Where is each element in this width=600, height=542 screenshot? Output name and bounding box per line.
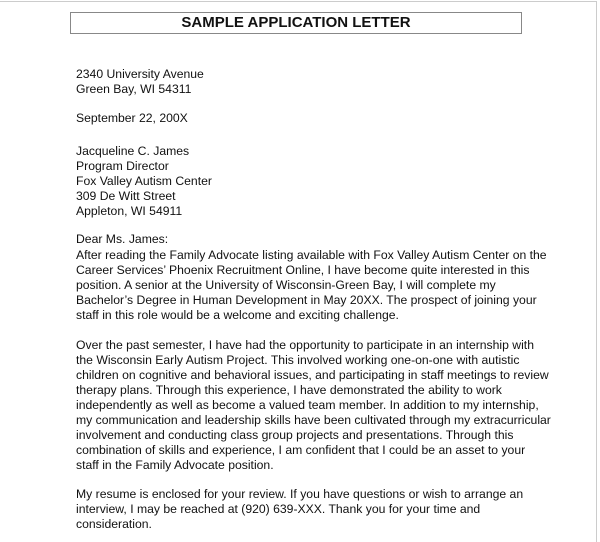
- paragraph-line: my communication and leadership skills have been cultivated through my extracurricular: [76, 413, 551, 427]
- recipient-address: [76, 144, 212, 219]
- paragraph-line: children on cognitive and behavioral issues, and participating in staff meetings to review: [76, 368, 549, 382]
- paragraph-line: therapy plans. Through this experience, I have demonstrated the ability to work: [76, 383, 502, 397]
- paragraph-1: [76, 248, 547, 323]
- sender-address: [76, 67, 204, 97]
- paragraph-line: After reading the Family Advocate listing available with Fox Valley Autism Center on the: [76, 248, 547, 262]
- paragraph-line: the Wisconsin Early Autism Project. This involved working one-on-one with autistic: [76, 353, 520, 367]
- paragraph-line: Over the past semester, I have had the opportunity to participate in an internship with: [76, 338, 534, 352]
- salutation: [76, 232, 168, 247]
- salutation-text: Dear Ms. James:: [76, 232, 169, 246]
- recipient-line: 309 De Witt Street: [76, 189, 176, 203]
- recipient-line: Jacqueline C. James: [76, 144, 190, 158]
- paragraph-line: consideration.: [76, 517, 152, 531]
- paragraph-line: Career Services’ Phoenix Recruitment Online, I have become quite interested in this: [76, 263, 530, 277]
- paragraph-line: involvement and conducting class group projects and presentations. Through this: [76, 428, 514, 442]
- letter-title: SAMPLE APPLICATION LETTER: [70, 12, 522, 34]
- paragraph-line: combination of skills and experience, I am confident that I could be an asset to your: [76, 443, 526, 457]
- address-line: 2340 University Avenue: [76, 67, 204, 81]
- letter-date: [76, 111, 188, 126]
- paragraph-line: interview, I may be reached at (920) 639-XXX. Thank you for your time and: [76, 502, 481, 516]
- paragraph-line: My resume is enclosed for your review. If you have questions or wish to arrange an: [76, 487, 524, 501]
- recipient-line: Fox Valley Autism Center: [76, 174, 212, 188]
- paragraph-3: [76, 487, 523, 532]
- recipient-line: Appleton, WI 54911: [76, 204, 183, 218]
- paragraph-line: Bachelor’s Degree in Human Development in May 20XX. The prospect of joining your: [76, 293, 537, 307]
- address-line: Green Bay, WI 54311: [76, 82, 192, 96]
- paragraph-line: position. A senior at the University of Wisconsin-Green Bay, I will complete my: [76, 278, 496, 292]
- paragraph-line: staff in the Family Advocate position.: [76, 458, 274, 472]
- paragraph-line: staff in this role would be a welcome and exciting challenge.: [76, 308, 399, 322]
- paragraph-2: [76, 338, 551, 473]
- recipient-line: Program Director: [76, 159, 169, 173]
- date-text: September 22, 200X: [76, 111, 188, 125]
- paragraph-line: independently as well as become a valued team member. In addition to my internship,: [76, 398, 539, 412]
